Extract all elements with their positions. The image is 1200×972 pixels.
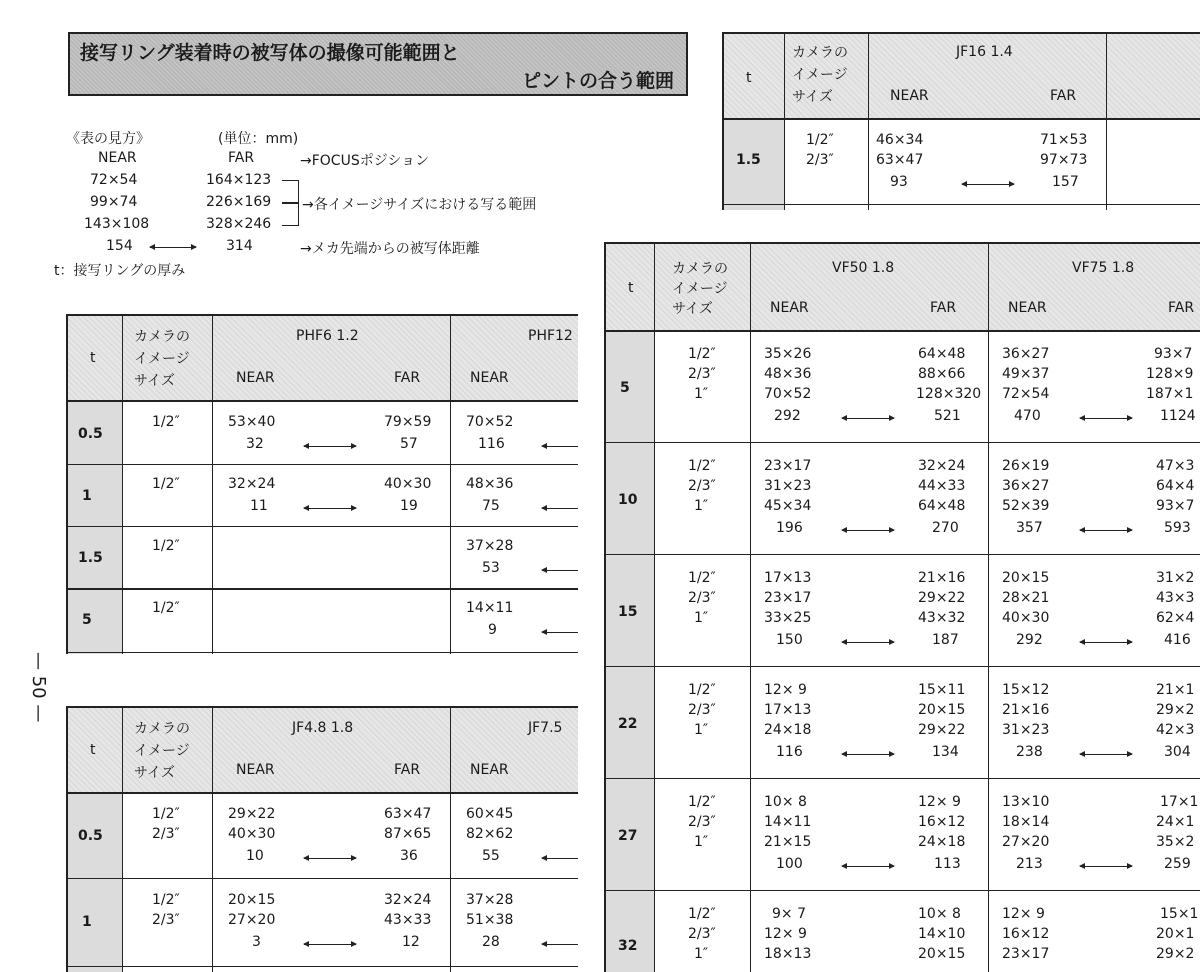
image-size: 1/2″ bbox=[688, 458, 716, 474]
row-t-value: 0.5 bbox=[78, 828, 103, 844]
dist-near: 292 bbox=[1016, 632, 1043, 648]
double-arrow-icon bbox=[304, 508, 356, 509]
near-range: 48×36 bbox=[466, 476, 514, 492]
dist-far: 36 bbox=[400, 848, 418, 864]
legend-heading: 《表の見方》 bbox=[66, 131, 150, 147]
dist-near: 9 bbox=[488, 622, 497, 638]
dist-far: 157 bbox=[1052, 174, 1079, 190]
col-header-near: NEAR bbox=[890, 88, 929, 104]
image-size: 1″ bbox=[694, 834, 709, 850]
near-range: 23×17 bbox=[1002, 946, 1050, 962]
image-size: 1/2″ bbox=[152, 414, 180, 430]
legend-t-note: t：接写リングの厚み bbox=[54, 263, 186, 279]
near-range: 37×28 bbox=[466, 892, 514, 908]
row-t-value: 15 bbox=[618, 604, 638, 620]
left-arrow-icon bbox=[542, 944, 578, 945]
far-range: 35×2 bbox=[1156, 834, 1195, 850]
near-range: 28×21 bbox=[1002, 590, 1050, 606]
legend-near: NEAR bbox=[98, 150, 137, 166]
near-range: 20×15 bbox=[228, 892, 276, 908]
dist-near: 116 bbox=[776, 744, 803, 760]
left-arrow-icon bbox=[542, 632, 578, 633]
col-header-camera: カメラの bbox=[134, 329, 190, 345]
far-range: 63×47 bbox=[384, 806, 432, 822]
far-range: 64×48 bbox=[918, 498, 966, 514]
image-size: 1″ bbox=[694, 386, 709, 402]
dist-near: 470 bbox=[1014, 408, 1041, 424]
dist-near: 196 bbox=[776, 520, 803, 536]
col-header-far: FAR bbox=[394, 370, 421, 386]
near-range: 82×62 bbox=[466, 826, 514, 842]
col-header-camera: カメラの bbox=[134, 721, 190, 737]
near-range: 29×22 bbox=[228, 806, 276, 822]
far-range: 29×22 bbox=[918, 590, 966, 606]
image-size: 2/3″ bbox=[806, 152, 834, 168]
far-range: 43×32 bbox=[918, 610, 966, 626]
dist-near: 357 bbox=[1016, 520, 1043, 536]
near-range: 14×11 bbox=[466, 600, 514, 616]
near-range: 52×39 bbox=[1002, 498, 1050, 514]
near-range: 14×11 bbox=[764, 814, 812, 830]
far-range: 40×30 bbox=[384, 476, 432, 492]
far-range: 20×15 bbox=[918, 946, 966, 962]
lens-header: JF7.5 bbox=[528, 720, 563, 736]
far-range: 21×16 bbox=[918, 570, 966, 586]
image-size: 2/3″ bbox=[152, 912, 180, 928]
double-arrow-icon bbox=[1080, 642, 1132, 643]
image-size: 1/2″ bbox=[688, 906, 716, 922]
near-range: 21×15 bbox=[764, 834, 812, 850]
col-header-camera: カメラの bbox=[792, 45, 848, 61]
col-header-camera: カメラの bbox=[672, 261, 728, 277]
page-number: — 50 — bbox=[28, 652, 49, 723]
image-size: 1″ bbox=[694, 498, 709, 514]
far-range: 93×7 bbox=[1156, 498, 1195, 514]
lens-header: PHF12 bbox=[528, 328, 573, 344]
image-size: 1″ bbox=[694, 946, 709, 962]
col-header-far: FAR bbox=[930, 300, 957, 316]
col-header-near: NEAR bbox=[236, 762, 275, 778]
near-range: 16×12 bbox=[1002, 926, 1050, 942]
col-header-near: NEAR bbox=[470, 762, 509, 778]
double-arrow-icon bbox=[304, 944, 356, 945]
far-range: 187×1 bbox=[1146, 386, 1194, 402]
page-title-line1: 接写リング装着時の被写体の撮像可能範囲と bbox=[80, 42, 460, 64]
row-t-value: 1 bbox=[82, 488, 92, 504]
lens-header: VF50 1.8 bbox=[832, 260, 895, 276]
col-header-camera: サイズ bbox=[792, 89, 833, 105]
near-range: 33×25 bbox=[764, 610, 812, 626]
dist-far: 113 bbox=[934, 856, 961, 872]
col-header-t: t bbox=[90, 742, 96, 758]
dist-near: 3 bbox=[252, 934, 261, 950]
dist-far: 304 bbox=[1164, 744, 1191, 760]
near-range: 17×13 bbox=[764, 702, 812, 718]
legend-dist-far: 314 bbox=[226, 238, 253, 254]
lens-header: PHF6 1.2 bbox=[296, 328, 359, 344]
double-arrow-icon bbox=[1080, 418, 1132, 419]
far-range: 32×24 bbox=[918, 458, 966, 474]
far-range: 32×24 bbox=[384, 892, 432, 908]
legend-far-value: 328×246 bbox=[206, 216, 272, 232]
far-range: 29×2 bbox=[1156, 702, 1195, 718]
dist-far: 187 bbox=[932, 632, 959, 648]
dist-far: 12 bbox=[402, 934, 420, 950]
left-arrow-icon bbox=[542, 570, 578, 571]
near-range: 9× 7 bbox=[772, 906, 806, 922]
image-size: 1/2″ bbox=[806, 132, 834, 148]
far-range: 31×2 bbox=[1156, 570, 1195, 586]
near-range: 23×17 bbox=[764, 458, 812, 474]
double-arrow-icon bbox=[842, 418, 894, 419]
image-size: 1/2″ bbox=[688, 794, 716, 810]
image-size: 1/2″ bbox=[152, 538, 180, 554]
near-range: 53×40 bbox=[228, 414, 276, 430]
double-arrow-icon bbox=[1080, 754, 1132, 755]
row-t-value: 27 bbox=[618, 828, 638, 844]
near-range: 27×20 bbox=[1002, 834, 1050, 850]
row-t-value: 5 bbox=[82, 612, 92, 628]
near-range: 21×16 bbox=[1002, 702, 1050, 718]
dist-far: 270 bbox=[932, 520, 959, 536]
image-size: 2/3″ bbox=[688, 366, 716, 382]
row-t-value: 1.5 bbox=[78, 550, 103, 566]
table-jf16 bbox=[722, 32, 1200, 210]
legend-dist-near: 154 bbox=[106, 238, 133, 254]
row-t-value: 0.5 bbox=[78, 426, 103, 442]
far-range: 20×15 bbox=[918, 702, 966, 718]
far-range: 20×1 bbox=[1156, 926, 1195, 942]
dist-near: 55 bbox=[482, 848, 500, 864]
legend-far-value: 164×123 bbox=[206, 172, 272, 188]
near-range: 46×34 bbox=[876, 132, 924, 148]
image-size: 1/2″ bbox=[688, 570, 716, 586]
col-header-near: NEAR bbox=[770, 300, 809, 316]
far-range: 87×65 bbox=[384, 826, 432, 842]
double-arrow-icon bbox=[1080, 530, 1132, 531]
legend-near-value: 72×54 bbox=[90, 172, 138, 188]
near-range: 31×23 bbox=[764, 478, 812, 494]
col-header-near: NEAR bbox=[236, 370, 275, 386]
double-arrow-icon bbox=[962, 184, 1014, 185]
near-range: 23×17 bbox=[764, 590, 812, 606]
image-size: 2/3″ bbox=[688, 814, 716, 830]
dist-near: 100 bbox=[776, 856, 803, 872]
far-range: 15×11 bbox=[918, 682, 966, 698]
near-range: 15×12 bbox=[1002, 682, 1050, 698]
far-range: 71×53 bbox=[1040, 132, 1088, 148]
near-range: 60×45 bbox=[466, 806, 514, 822]
near-range: 27×20 bbox=[228, 912, 276, 928]
dist-far: 1124 bbox=[1160, 408, 1196, 424]
col-header-camera: イメージ bbox=[134, 351, 190, 367]
left-arrow-icon bbox=[542, 446, 578, 447]
dist-far: 134 bbox=[932, 744, 959, 760]
col-header-camera: イメージ bbox=[792, 67, 848, 83]
dist-near: 11 bbox=[250, 498, 268, 514]
dist-far: 521 bbox=[934, 408, 961, 424]
lens-header: JF16 1.4 bbox=[956, 44, 1013, 60]
row-t-value: 5 bbox=[620, 380, 630, 396]
col-header-camera: イメージ bbox=[672, 281, 728, 297]
image-size: 1/2″ bbox=[152, 600, 180, 616]
near-range: 63×47 bbox=[876, 152, 924, 168]
far-range: 97×73 bbox=[1040, 152, 1088, 168]
left-arrow-icon bbox=[542, 858, 578, 859]
near-range: 51×38 bbox=[466, 912, 514, 928]
row-t-value: 32 bbox=[618, 938, 638, 954]
page-title-line2: ピントの合う範囲 bbox=[521, 70, 674, 92]
page-title-box bbox=[68, 32, 688, 96]
dist-near: 28 bbox=[482, 934, 500, 950]
double-arrow-icon bbox=[304, 858, 356, 859]
far-range: 17×1 bbox=[1160, 794, 1199, 810]
legend-far-value: 226×169 bbox=[206, 194, 272, 210]
near-range: 20×15 bbox=[1002, 570, 1050, 586]
dist-near: 53 bbox=[482, 560, 500, 576]
double-arrow-icon bbox=[842, 642, 894, 643]
dist-far: 259 bbox=[1164, 856, 1191, 872]
near-range: 49×37 bbox=[1002, 366, 1050, 382]
dist-near: 116 bbox=[478, 436, 505, 452]
image-size: 2/3″ bbox=[688, 926, 716, 942]
dist-far: 19 bbox=[400, 498, 418, 514]
near-range: 70×52 bbox=[764, 386, 812, 402]
near-range: 32×24 bbox=[228, 476, 276, 492]
far-range: 14×10 bbox=[918, 926, 966, 942]
double-arrow-icon bbox=[842, 866, 894, 867]
image-size: 1/2″ bbox=[152, 476, 180, 492]
far-range: 42×3 bbox=[1156, 722, 1195, 738]
near-range: 17×13 bbox=[764, 570, 812, 586]
image-size: 1/2″ bbox=[688, 346, 716, 362]
dist-far: 593 bbox=[1164, 520, 1191, 536]
dist-near: 93 bbox=[890, 174, 908, 190]
far-range: 43×3 bbox=[1156, 590, 1195, 606]
far-range: 10× 8 bbox=[918, 906, 961, 922]
col-header-far: FAR bbox=[1050, 88, 1077, 104]
dist-near: 10 bbox=[246, 848, 264, 864]
table-jf48 bbox=[66, 706, 578, 972]
image-size: 1/2″ bbox=[152, 892, 180, 908]
image-size: 2/3″ bbox=[688, 590, 716, 606]
col-header-t: t bbox=[746, 70, 752, 86]
far-range: 29×22 bbox=[918, 722, 966, 738]
double-arrow-icon bbox=[150, 247, 196, 248]
far-range: 128×9 bbox=[1146, 366, 1194, 382]
image-size: 1/2″ bbox=[688, 682, 716, 698]
near-range: 12× 9 bbox=[764, 682, 807, 698]
far-range: 16×12 bbox=[918, 814, 966, 830]
col-header-camera: サイズ bbox=[134, 373, 175, 389]
legend-dist-note: →メカ先端からの被写体距離 bbox=[300, 241, 480, 257]
dist-near: 292 bbox=[774, 408, 801, 424]
table-phf bbox=[66, 314, 578, 654]
image-size: 2/3″ bbox=[688, 702, 716, 718]
near-range: 18×14 bbox=[1002, 814, 1050, 830]
col-header-camera: イメージ bbox=[134, 743, 190, 759]
col-header-near: NEAR bbox=[1008, 300, 1047, 316]
near-range: 18×13 bbox=[764, 946, 812, 962]
dist-near: 75 bbox=[482, 498, 500, 514]
col-header-far: FAR bbox=[1168, 300, 1195, 316]
dist-near: 213 bbox=[1016, 856, 1043, 872]
dist-near: 238 bbox=[1016, 744, 1043, 760]
legend-near-value: 143×108 bbox=[84, 216, 150, 232]
far-range: 15×1 bbox=[1160, 906, 1199, 922]
row-t-value: 1 bbox=[82, 914, 92, 930]
near-range: 45×34 bbox=[764, 498, 812, 514]
dist-near: 150 bbox=[776, 632, 803, 648]
near-range: 72×54 bbox=[1002, 386, 1050, 402]
image-size: 2/3″ bbox=[152, 826, 180, 842]
col-header-t: t bbox=[90, 350, 96, 366]
col-header-far: FAR bbox=[394, 762, 421, 778]
near-range: 48×36 bbox=[764, 366, 812, 382]
near-range: 40×30 bbox=[228, 826, 276, 842]
far-range: 24×18 bbox=[918, 834, 966, 850]
near-range: 36×27 bbox=[1002, 478, 1050, 494]
near-range: 13×10 bbox=[1002, 794, 1050, 810]
legend-unit: (単位：mm) bbox=[218, 131, 299, 147]
legend-focus-note: →FOCUSポジション bbox=[300, 153, 430, 169]
far-range: 64×4 bbox=[1156, 478, 1195, 494]
far-range: 44×33 bbox=[918, 478, 966, 494]
row-t-value: 10 bbox=[618, 492, 638, 508]
near-range: 37×28 bbox=[466, 538, 514, 554]
near-range: 12× 9 bbox=[1002, 906, 1045, 922]
dist-far: 57 bbox=[400, 436, 418, 452]
legend-range-note: →各イメージサイズにおける写る範囲 bbox=[302, 197, 537, 213]
far-range: 79×59 bbox=[384, 414, 432, 430]
image-size: 2/3″ bbox=[688, 478, 716, 494]
far-range: 43×33 bbox=[384, 912, 432, 928]
far-range: 64×48 bbox=[918, 346, 966, 362]
double-arrow-icon bbox=[842, 754, 894, 755]
far-range: 29×2 bbox=[1156, 946, 1195, 962]
legend-far: FAR bbox=[228, 150, 255, 166]
row-t-value: 22 bbox=[618, 716, 638, 732]
legend-near-value: 99×74 bbox=[90, 194, 138, 210]
lens-header: JF4.8 1.8 bbox=[292, 720, 354, 736]
near-range: 10× 8 bbox=[764, 794, 807, 810]
row-t-value: 1.5 bbox=[736, 152, 761, 168]
far-range: 93×7 bbox=[1154, 346, 1193, 362]
col-header-near: NEAR bbox=[470, 370, 509, 386]
near-range: 24×18 bbox=[764, 722, 812, 738]
far-range: 128×320 bbox=[916, 386, 982, 402]
table-vf bbox=[604, 242, 1200, 972]
near-range: 31×23 bbox=[1002, 722, 1050, 738]
near-range: 36×27 bbox=[1002, 346, 1050, 362]
double-arrow-icon bbox=[1080, 866, 1132, 867]
far-range: 88×66 bbox=[918, 366, 966, 382]
col-header-camera: サイズ bbox=[134, 765, 175, 781]
dist-far: 416 bbox=[1164, 632, 1191, 648]
far-range: 12× 9 bbox=[918, 794, 961, 810]
near-range: 35×26 bbox=[764, 346, 812, 362]
double-arrow-icon bbox=[842, 530, 894, 531]
near-range: 26×19 bbox=[1002, 458, 1050, 474]
near-range: 70×52 bbox=[466, 414, 514, 430]
dist-near: 32 bbox=[246, 436, 264, 452]
lens-header: VF75 1.8 bbox=[1072, 260, 1135, 276]
col-header-t: t bbox=[628, 280, 634, 296]
legend-bracket-mid bbox=[282, 202, 298, 204]
far-range: 47×3 bbox=[1156, 458, 1195, 474]
near-range: 40×30 bbox=[1002, 610, 1050, 626]
image-size: 1″ bbox=[694, 722, 709, 738]
image-size: 1″ bbox=[694, 610, 709, 626]
left-arrow-icon bbox=[542, 508, 578, 509]
far-range: 62×4 bbox=[1156, 610, 1195, 626]
near-range: 12× 9 bbox=[764, 926, 807, 942]
far-range: 24×1 bbox=[1156, 814, 1195, 830]
image-size: 1/2″ bbox=[152, 806, 180, 822]
col-header-camera: サイズ bbox=[672, 301, 713, 317]
far-range: 21×1 bbox=[1156, 682, 1195, 698]
double-arrow-icon bbox=[304, 446, 356, 447]
